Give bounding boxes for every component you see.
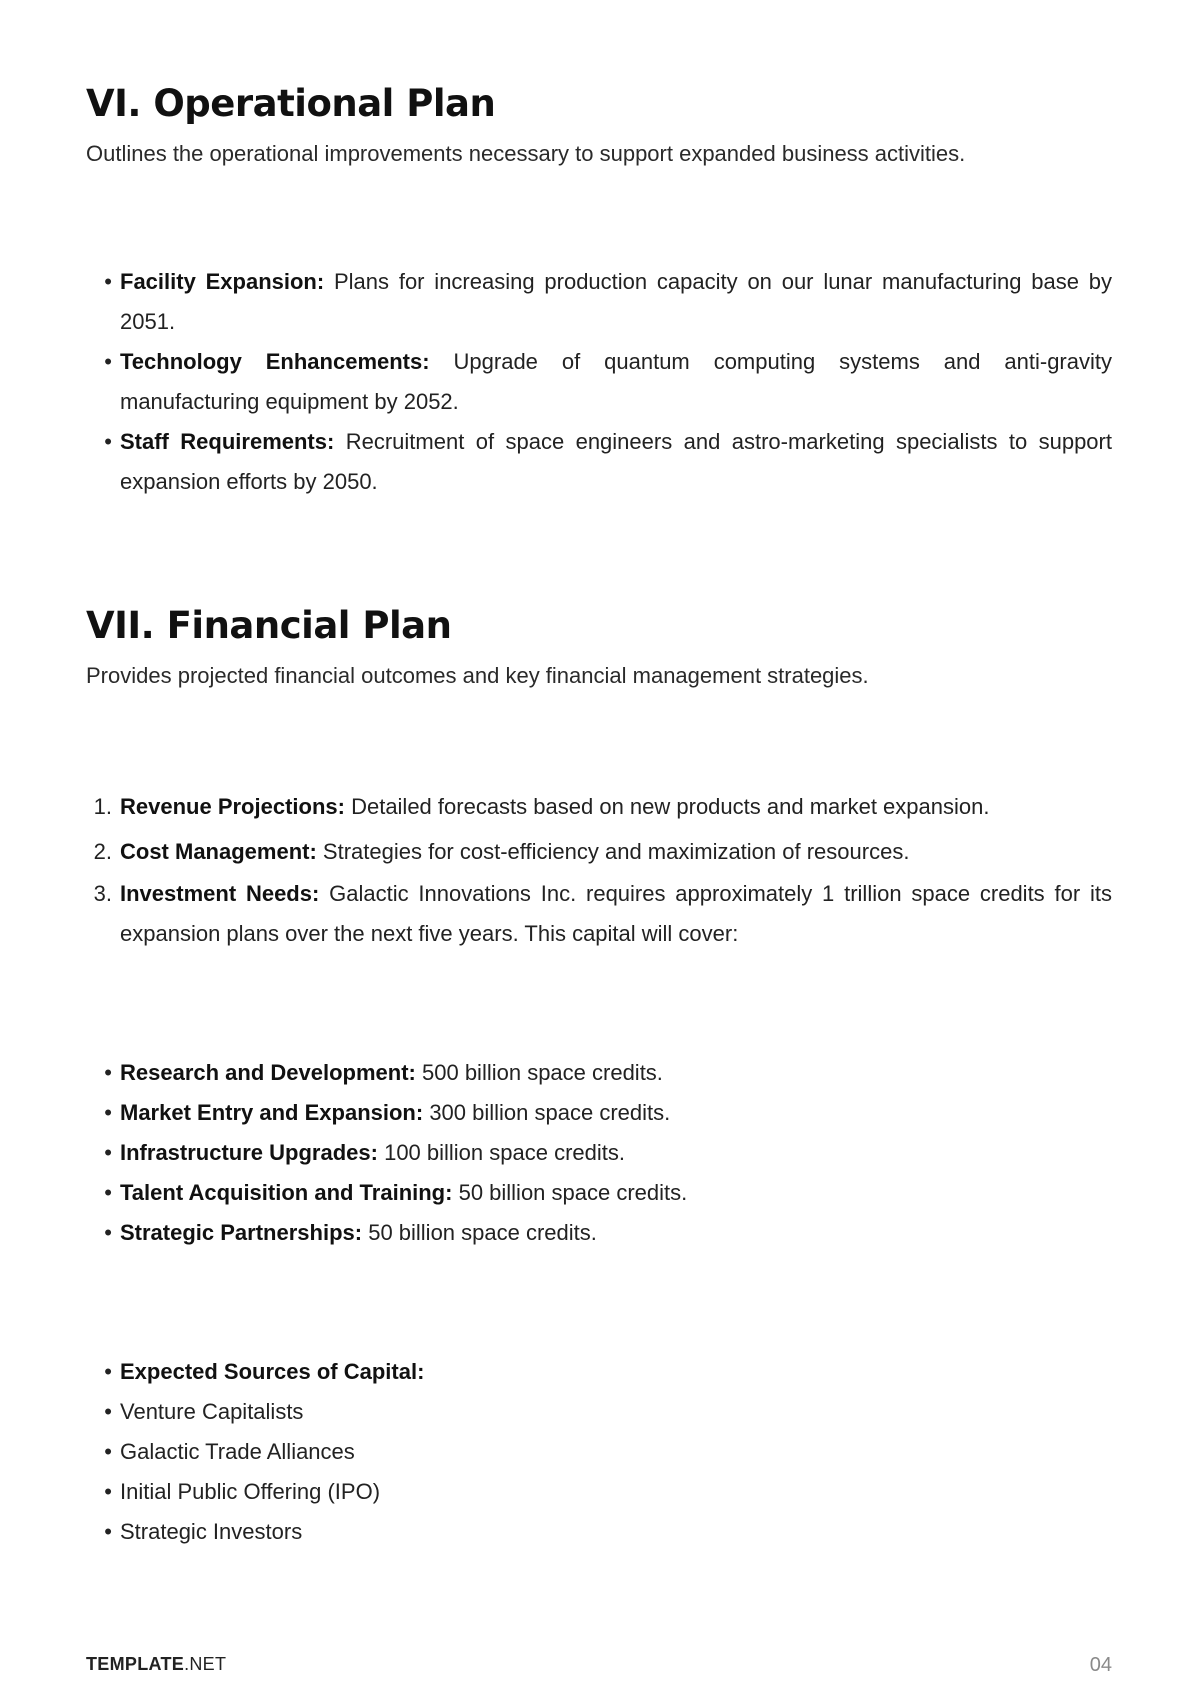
item-text: Strategic Investors bbox=[120, 1519, 303, 1544]
item-text: Galactic Trade Alliances bbox=[120, 1439, 355, 1464]
item-text: 500 billion space credits. bbox=[422, 1060, 663, 1085]
item-number: 1. bbox=[93, 794, 112, 819]
item-label: Revenue Projections: bbox=[120, 794, 345, 819]
capital-allocation-list bbox=[86, 1053, 1112, 1253]
item-label: Research and Development: bbox=[120, 1060, 416, 1085]
item-number: 3. bbox=[93, 881, 112, 906]
list-item bbox=[86, 1512, 1112, 1552]
item-label: Strategic Partnerships: bbox=[120, 1220, 363, 1245]
financial-plan-intro: Provides projected financial outcomes and key financial management strategies. bbox=[86, 663, 869, 688]
item-text: Galactic Innovations Inc. requires approximately 1 trillion space credits for its expansion plans over the next five years. This capital will cover: bbox=[120, 881, 1112, 946]
list-item bbox=[86, 1432, 1112, 1472]
item-text: Venture Capitalists bbox=[120, 1399, 304, 1424]
item-text: 300 billion space credits. bbox=[429, 1100, 671, 1125]
operational-plan-list bbox=[86, 262, 1112, 502]
list-item bbox=[86, 1392, 1112, 1432]
item-text: 100 billion space credits. bbox=[384, 1140, 625, 1165]
footer-brand-logo bbox=[86, 1654, 226, 1675]
item-label: Cost Management: bbox=[120, 839, 317, 864]
item-text: Plans for increasing production capacity on our lunar manufacturing base by 2051. bbox=[120, 269, 1112, 334]
brand-bold: TEMPLATE bbox=[86, 1654, 185, 1674]
item-label: Talent Acquisition and Training: bbox=[120, 1180, 453, 1205]
bullet-icon: • bbox=[104, 269, 112, 294]
bullet-icon: • bbox=[104, 1100, 112, 1125]
page-number: 04 bbox=[1089, 1654, 1112, 1676]
bullet-icon: • bbox=[104, 1439, 112, 1464]
list-item bbox=[86, 1352, 1112, 1392]
list-item bbox=[86, 1053, 1112, 1093]
list-item bbox=[86, 342, 1112, 422]
brand-suffix: .NET bbox=[184, 1654, 227, 1674]
bullet-icon: • bbox=[104, 1220, 112, 1245]
list-item bbox=[86, 1093, 1112, 1133]
financial-plan-section bbox=[86, 602, 1112, 692]
item-label: Investment Needs: bbox=[120, 881, 320, 906]
bullet-icon: • bbox=[104, 1479, 112, 1504]
bullet-icon: • bbox=[104, 1140, 112, 1165]
bullet-icon: • bbox=[104, 1060, 112, 1085]
item-text: Strategies for cost-efficiency and maximization of resources. bbox=[322, 839, 910, 864]
list-item bbox=[86, 829, 1112, 874]
list-item bbox=[86, 422, 1112, 502]
item-text: 50 billion space credits. bbox=[458, 1180, 688, 1205]
list-item bbox=[86, 784, 1112, 829]
list-item bbox=[86, 874, 1112, 954]
bullet-icon: • bbox=[104, 1399, 112, 1424]
item-text: 50 billion space credits. bbox=[368, 1220, 597, 1245]
item-text: Upgrade of quantum computing systems and anti-gravity manufacturing equipment by 2052. bbox=[120, 349, 1112, 414]
list-item bbox=[86, 1133, 1112, 1173]
list-item bbox=[86, 1173, 1112, 1213]
list-item bbox=[86, 1213, 1112, 1253]
item-label: Technology Enhancements: bbox=[120, 349, 430, 374]
operational-plan-section bbox=[86, 80, 1112, 170]
item-text: Recruitment of space engineers and astro-marketing specialists to support expansion efforts by 2050. bbox=[120, 429, 1112, 494]
bullet-icon: • bbox=[104, 1519, 112, 1544]
item-number: 2. bbox=[93, 839, 112, 864]
bullet-icon: • bbox=[104, 349, 112, 374]
list-item bbox=[86, 1472, 1112, 1512]
capital-sources-list bbox=[86, 1352, 1112, 1552]
item-label: Market Entry and Expansion: bbox=[120, 1100, 424, 1125]
list-item bbox=[86, 262, 1112, 342]
operational-plan-intro: Outlines the operational improvements necessary to support expanded business activities. bbox=[86, 141, 966, 166]
item-text: Initial Public Offering (IPO) bbox=[120, 1479, 381, 1504]
bullet-icon: • bbox=[104, 429, 112, 454]
bullet-icon: • bbox=[104, 1180, 112, 1205]
operational-plan-heading: VI. Operational Plan bbox=[86, 82, 496, 125]
sources-label: Expected Sources of Capital: bbox=[120, 1359, 425, 1384]
financial-plan-heading: VII. Financial Plan bbox=[86, 604, 452, 647]
bullet-icon: • bbox=[104, 1359, 112, 1384]
financial-numbered-list bbox=[86, 784, 1112, 954]
item-label: Facility Expansion: bbox=[120, 269, 325, 294]
item-label: Infrastructure Upgrades: bbox=[120, 1140, 378, 1165]
item-text: Detailed forecasts based on new products and market expansion. bbox=[351, 794, 990, 819]
item-label: Staff Requirements: bbox=[120, 429, 335, 454]
